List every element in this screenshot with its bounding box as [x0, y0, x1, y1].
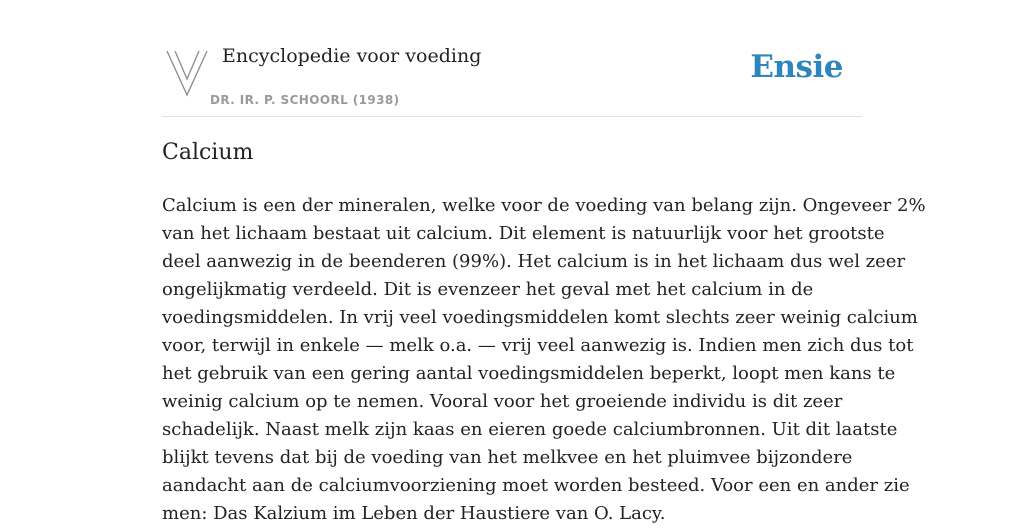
brand-logo[interactable]: Ensie [750, 49, 843, 85]
body-line: voedingsmiddelen. In vrij veel voedingsmiddelen komt slechts zeer weinig calcium [162, 307, 918, 328]
page-header [162, 0, 862, 117]
body-line: weinig calcium op te nemen. Vooral voor het groeiende individu is dit zeer [162, 391, 843, 412]
body-line: het gebruik van een gering aantal voedingsmiddelen beperkt, loopt men kans te [162, 363, 896, 384]
body-line: van het lichaam bestaat uit calcium. Dit element is natuurlijk voor het grootste [162, 223, 885, 244]
body-line: deel aanwezig in de beenderen (99%). Het calcium is in het lichaam dus wel zeer [162, 251, 906, 272]
body-line: schadelijk. Naast melk zijn kaas en eieren goede calciumbronnen. Uit dit laatste [162, 419, 898, 440]
body-line: men: Das Kalzium im Leben der Haustiere van O. Lacy. [162, 503, 666, 524]
body-line: blijkt tevens dat bij de voeding van het melkvee en het pluimvee bijzondere [162, 447, 853, 468]
entry-title: Calcium [162, 140, 254, 165]
entry-body [162, 192, 926, 528]
book-title[interactable]: Encyclopedie voor voeding [222, 45, 482, 67]
body-line: voor, terwijl in enkele — melk o.a. — vrij veel aanwezig is. Indien men zich dus tot [162, 335, 914, 356]
body-line: aandacht aan de calciumvoorziening moet worden besteed. Voor een en ander zie [162, 475, 910, 496]
author-label: DR. IR. P. SCHOORL (1938) [210, 93, 400, 107]
body-line: ongelijkmatig verdeeld. Dit is evenzeer het geval met het calcium in de [162, 279, 814, 300]
v-logo-icon[interactable] [166, 49, 208, 97]
body-line: Calcium is een der mineralen, welke voor de voeding van belang zijn. Ongeveer 2% [162, 195, 926, 216]
